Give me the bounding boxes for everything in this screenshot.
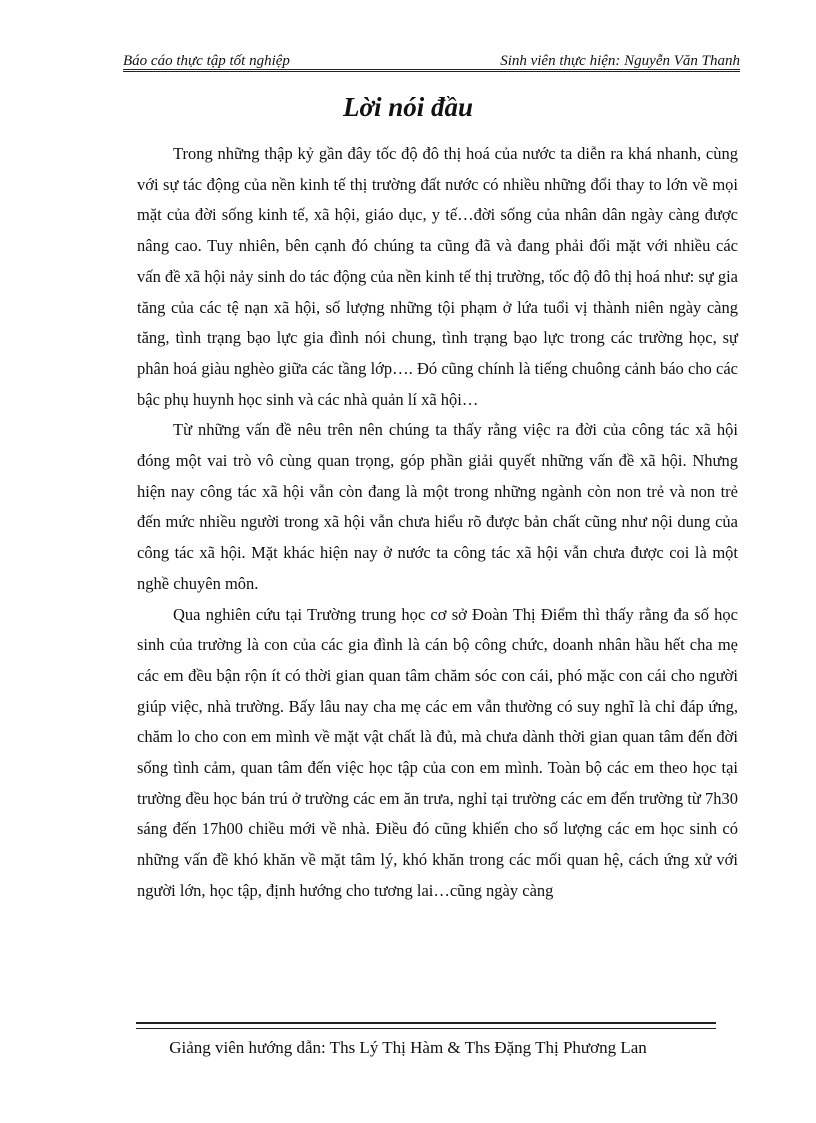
paragraph-1: Trong những thập kỷ gần đây tốc độ đô thị hoá của nước ta diễn ra khá nhanh, cùng với sự tác động của nền kinh tế thị trường đất nước có nhiều những đổi thay to lớn về mọi mặt của đời sống kinh tế, xã hội, giáo dục, y tế…đời sống của nhân dân ngày càng được nâng cao. Tuy nhiên, bên cạnh đó chúng ta cũng đã và đang phải đối mặt với nhiều các vấn đề xã hội nảy sinh do tác động của nền kinh tế thị trường, tốc độ đô thị hoá như: sự gia tăng của các tệ nạn xã hội, số lượng những tội phạm ở lứa tuổi vị thành niên ngày càng tăng, tình trạng bạo lực gia đình nói chung, tình trạng bạo lực trong các trường học, sự phân hoá giàu nghèo giữa các tầng lớp…. Đó cũng chính là tiếng chuông cảnh báo cho các bậc phụ huynh học sinh và các nhà quản lí xã hội… bbox=[137, 144, 738, 409]
footer-divider bbox=[136, 1022, 716, 1029]
page-header bbox=[123, 48, 740, 70]
header-student-name: Sinh viên thực hiện: Nguyễn Văn Thanh bbox=[500, 53, 740, 69]
header-divider bbox=[123, 69, 740, 72]
header-report-title: Báo cáo thực tập tốt nghiệp bbox=[123, 53, 290, 69]
page-title: Lời nói đầu bbox=[342, 92, 474, 122]
paragraph-2: Từ những vấn đề nêu trên nên chúng ta thấy rằng việc ra đời của công tác xã hội đóng một vai trò vô cùng quan trọng, góp phần giải quyết những vấn đề xã hội. Nhưng hiện nay công tác xã hội vẫn còn đang là một trong những ngành còn non trẻ và non trẻ đến mức nhiều người trong xã hội vẫn chưa hiểu rõ được bản chất cũng như nội dung của công tác xã hội. Mặt khác hiện nay ở nước ta công tác xã hội vẫn chưa được coi là một nghề chuyên môn. bbox=[137, 420, 738, 593]
paragraph-3: Qua nghiên cứu tại Trường trung học cơ sở Đoàn Thị Điểm thì thấy rằng đa số học sinh của trường là con của các gia đình là cán bộ công chức, doanh nhân hầu hết cha mẹ các em đều bận rộn ít có thời gian quan tâm chăm sóc con cái, phó mặc con cái cho người giúp việc, nhà trường. Bấy lâu nay cha mẹ các em vẫn thường có suy nghĩ là chỉ đáp ứng, chăm lo cho con em mình về mặt vật chất là đủ, mà chưa dành thời gian quan tâm đến đời sống tình cảm, quan tâm đến việc học tập của con em mình. Toàn bộ các em theo học tại trường đều học bán trú ở trường các em ăn trưa, nghỉ tại trường các em đến trường từ 7h30 sáng đến 17h00 chiều mới về nhà. Điều đó cũng khiến cho số lượng các em học sinh có những vấn đề khó khăn về mặt tâm lý, khó khăn trong các mối quan hệ, cách ứng xử với người lớn, học tập, định hướng cho tương lai…cũng ngày càng bbox=[137, 604, 738, 900]
page-footer: Giảng viên hướng dẫn: Ths Lý Thị Hàm & Ths Đặng Thị Phương Lan bbox=[169, 1038, 647, 1057]
document-body bbox=[137, 139, 738, 907]
